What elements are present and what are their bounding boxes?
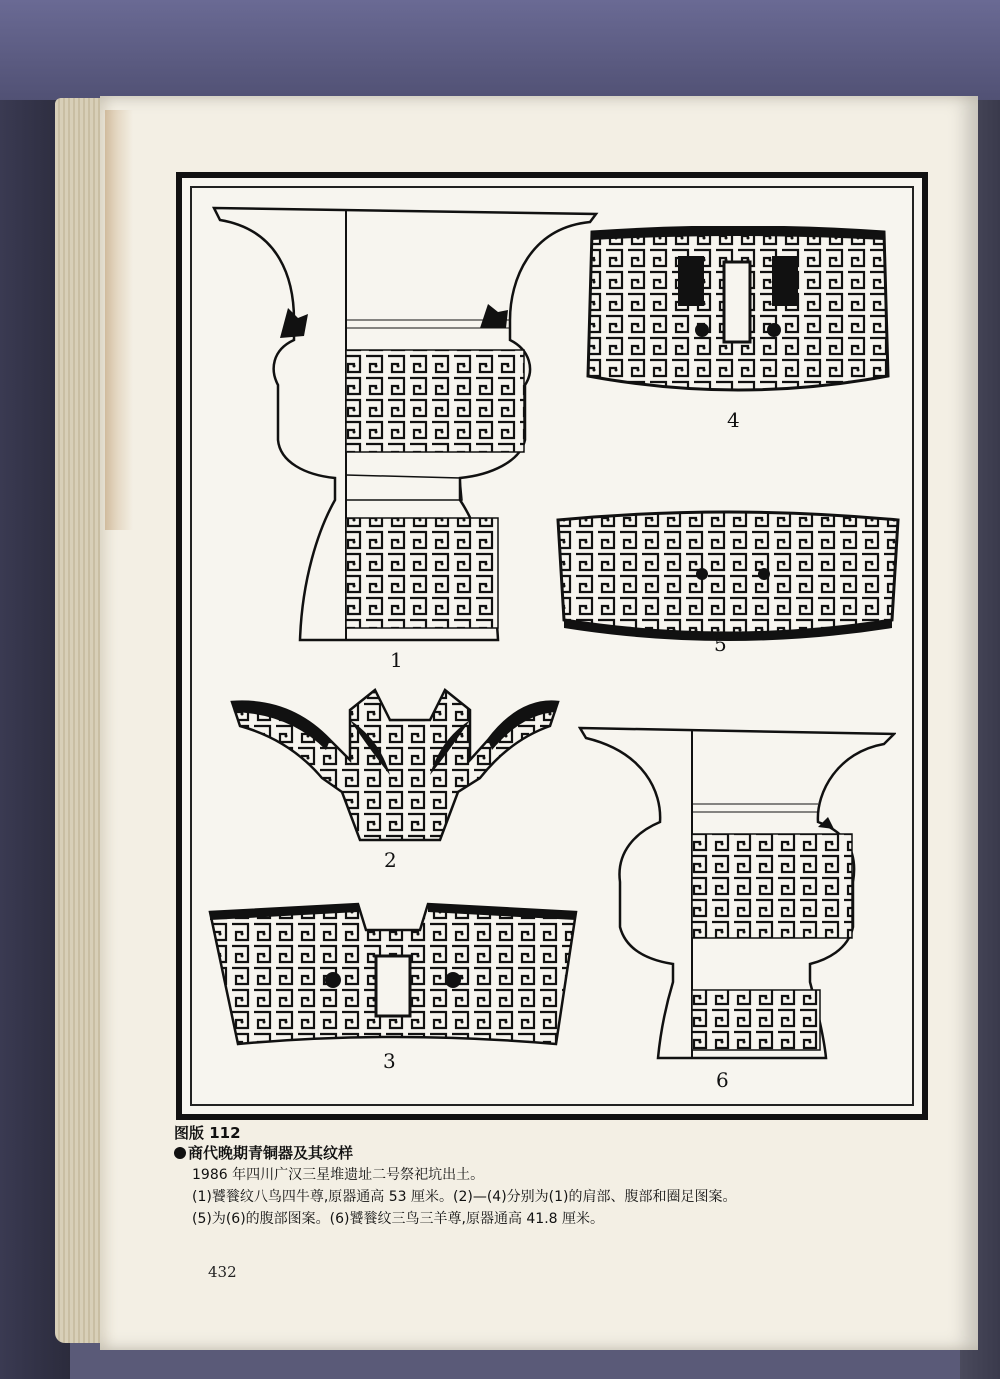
caption-line-3: (5)为(6)的腹部图案。(6)饕餮纹三鸟三羊尊,原器通高 41.8 厘米。	[192, 1211, 605, 1227]
plate-title: 商代晚期青铜器及其纹样	[188, 1144, 354, 1162]
figure-3-belly-pattern	[208, 900, 578, 1050]
figure-6-number: 6	[716, 1068, 729, 1092]
figure-1-zun-vessel	[210, 200, 600, 645]
caption-line-2: (1)饕餮纹八鸟四牛尊,原器通高 53 厘米。(2)—(4)分别为(1)的肩部、腹部和圈足图案。	[192, 1189, 737, 1205]
figure-4-number: 4	[727, 408, 740, 432]
figure-5-number: 5	[714, 632, 727, 656]
figure-1-number: 1	[390, 648, 403, 672]
caption-line-1: 1986 年四川广汉三星堆遗址二号祭祀坑出土。	[192, 1167, 485, 1183]
figure-6-zun-vessel	[578, 722, 896, 1062]
figure-5-band-pattern	[552, 508, 904, 646]
figure-4-band-pattern	[582, 226, 894, 401]
plate-title-row	[174, 1142, 353, 1163]
page-stain	[105, 110, 133, 530]
bullet-icon	[174, 1147, 186, 1159]
figure-2-number: 2	[384, 848, 397, 872]
page-number: 432	[208, 1263, 237, 1281]
figure-2-shoulder-pattern	[230, 680, 560, 845]
plate-label: 图版 112	[174, 1124, 241, 1142]
figure-3-number: 3	[383, 1049, 396, 1073]
